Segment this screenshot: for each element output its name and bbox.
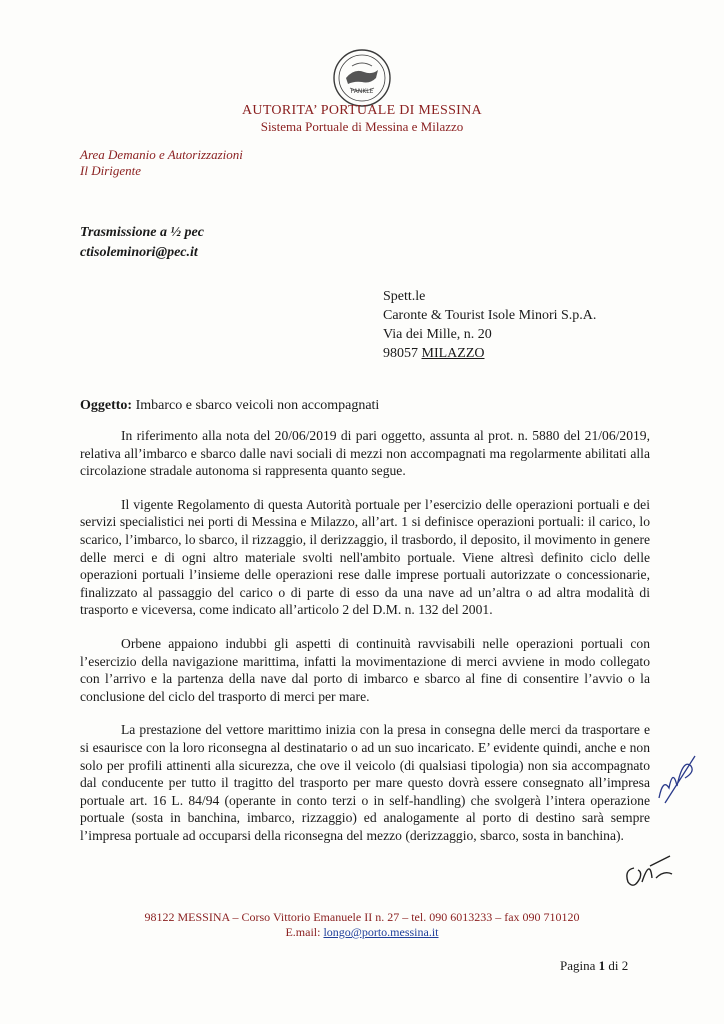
footer-email-label: E.mail: [285,925,321,939]
recipient-city-line [383,344,596,363]
page-label: Pagina [560,958,596,973]
page-number [560,958,628,974]
body-paragraph: La prestazione del vettore marittimo inizia con la presa in consegna delle merci da trasportare e si esaurisce con la loro riconsegna al destinatario o ad un suo incaricato. E’ evidente quindi, anche e non solo per profili attinenti alla sicurezza, che ove il veicolo (di qualsiasi tipologia) non sia accompagnato dal conducente per tutto il tragitto del trasporto per mare questo dovrà essere consegnato all’impresa portuale art. 16 L. 84/94 (operante in conto terzi o in self-handling) che svolgerà l’intera operazione portuale (sosta in banchina, imbarco, rizzaggio) ed analogamente al porto di destino sarà sempre l’impresa portuale ad occuparsi della riconsegna del mezzo (derizzaggio, sbarco, sosta in banchina). [80,722,650,843]
handwritten-signature [620,848,675,893]
handwritten-initials [655,748,700,808]
footer-email-line [0,925,724,940]
body-paragraph: Orbene appaiono indubbi gli aspetti di continuità ravvisabili nelle operazioni portuali con l’esercizio della navigazione marittima, infatti la movimentazione di merci avviene in modo collegato con l’arrivo e la partenza della nave dal porto di imbarco e sbarco al fine di consentire l’avvio o la conclusione del ciclo del trasporto di merci per mare. [80,635,650,704]
subject-line [80,398,379,414]
sender-role: Il Dirigente [80,163,142,178]
body-paragraph: In riferimento alla nota del 20/06/2019 di pari oggetto, assunta al prot. n. 5880 del 21/06/2019, relativa all’imbarco e sbarco dalle navi sociali di mezzi non accompagnati ma regolarmente abilitati alla circolazione stradale autonoma si rappresenta quanto segue. [80,428,650,479]
recipient-company: Caronte & Tourist Isole Minori S.p.A. [383,308,597,323]
transmission-block [80,223,204,263]
sender-area: Area Demanio e Autorizzazioni [80,147,243,162]
recipient-postcode: 98057 [383,346,418,361]
authority-subtitle: Sistema Portuale di Messina e Milazzo [260,119,464,134]
footer-address: 98122 MESSINA – Corso Vittorio Emanuele II n. 27 – tel. 090 6013233 – fax 090 710120 [144,910,580,924]
authority-name: AUTORITA’ PORTUALE DI MESSINA [242,103,482,118]
subject-text: Imbarco e sbarco veicoli non accompagnati [135,398,380,413]
body-paragraph: Il vigente Regolamento di questa Autorità portuale per l’esercizio delle operazioni portuali e dei servizi specialistici nei porti di Messina e Milazzo, all’art. 1 si definisce operazioni portuali: il carico, lo scarico, l’imbarco, lo sbarco, il rizzaggio, il derizzaggio, il trasbordo, il deposito, il movimento in genere delle merci e di ogni altro materiale svolti nell'ambito portuale. Viene altresì definito ciclo delle operazioni portuali l’insieme delle operazioni rese dalle imprese portuali autorizzate o concessionarie, finalizzato al passaggio del carico o di parte di esso da una nave ad un’altra o ad altra modalità di trasporto e viceversa, come indicato all’articolo 2 del D.M. n. 132 del 2001. [80,496,651,618]
transmission-pec-address: ctisoleminori@pec.it [80,245,198,260]
letterhead-footer [0,910,724,940]
footer-email-link[interactable]: longo@porto.messina.it [323,925,439,939]
letterhead [0,103,724,134]
port-authority-seal-logo [332,48,392,108]
recipient-address [383,287,596,363]
subject-label: Oggetto: [80,398,133,413]
recipient-city: MILAZZO [421,346,485,361]
transmission-method: Trasmissione a ½ pec [80,225,204,240]
page-total: 2 [621,958,629,973]
sender-block [80,147,243,179]
letter-body [80,427,650,860]
recipient-street: Via dei Mille, n. 20 [383,327,492,342]
page-current: 1 [598,958,606,973]
svg-text:PANKLE: PANKLE [350,88,374,95]
page-of: di [608,958,619,973]
recipient-salutation: Spett.le [383,289,426,304]
